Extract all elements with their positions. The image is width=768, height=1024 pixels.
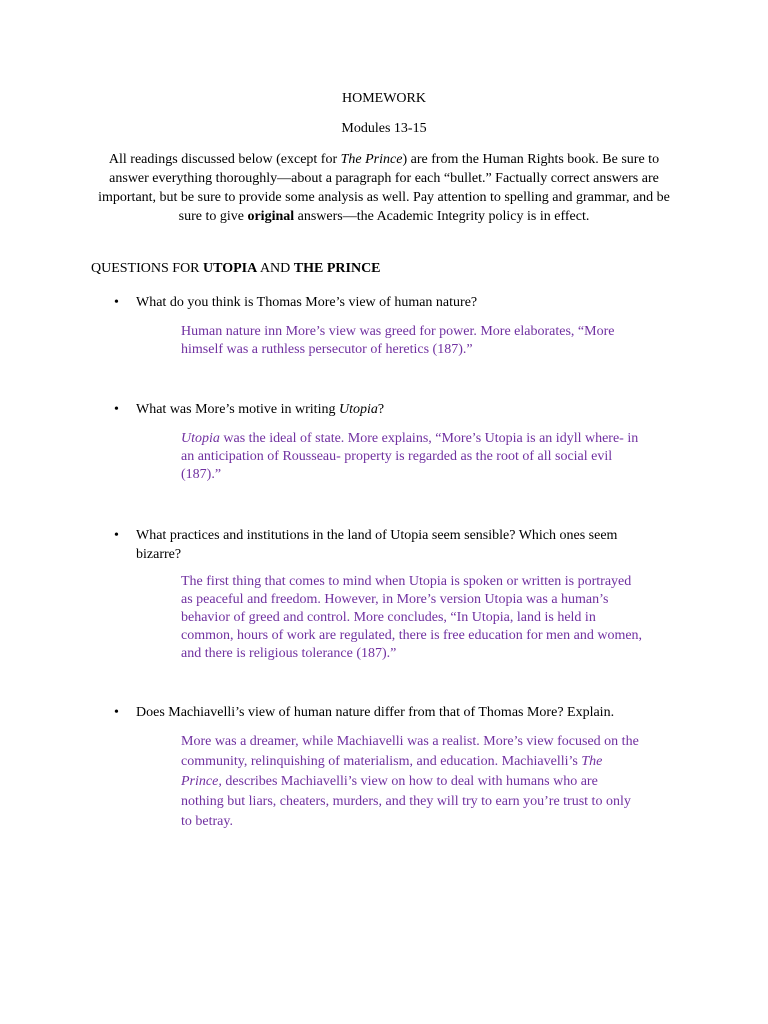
- answer-1-line-2: himself was a ruthless persecutor of heretics (187).”: [181, 342, 473, 357]
- answer-2-italic: Utopia: [181, 431, 220, 446]
- question-4: Does Machiavelli’s view of human nature differ from that of Thomas More? Explain.: [136, 705, 615, 720]
- bullet-icon: •: [114, 528, 119, 543]
- answer-4: [181, 732, 639, 832]
- answer-2-line-1: [181, 430, 638, 448]
- answer-4-italic-prince: Prince,: [181, 774, 222, 789]
- answer-4-line-4: nothing but liars, cheaters, murders, and they will try to earn you’re trust to only: [181, 794, 631, 809]
- section-heading-middle: AND: [257, 261, 294, 276]
- answer-2-line-3: (187).”: [181, 467, 222, 482]
- section-heading: [91, 261, 381, 277]
- answer-2: [181, 430, 638, 484]
- question-3-line-1: What practices and institutions in the land of Utopia seem sensible? Which ones seem: [136, 528, 618, 543]
- answer-3: [181, 573, 642, 663]
- answer-4-line-1: More was a dreamer, while Machiavelli was a realist. More’s view focused on the: [181, 734, 639, 749]
- bullet-icon: •: [114, 295, 119, 310]
- intro-italic-title: The Prince: [340, 152, 403, 167]
- question-1: What do you think is Thomas More’s view of human nature?: [136, 295, 478, 310]
- intro-text-2: ) are from the Human Rights book. Be sure to answer everything thoroughly—about a paragraph for each “bullet.” Factually correct answers are important, but be sure to provide some analysis as well. Pay attention to spelling and grammar, and be sure to give: [98, 152, 670, 224]
- section-heading-prince: THE PRINCE: [293, 261, 381, 276]
- page-subtitle: Modules 13-15: [341, 121, 427, 136]
- section-heading-prefix: QUESTIONS FOR: [91, 261, 204, 276]
- answer-3-line-2: as peaceful and freedom. However, in More’s version Utopia was a human’s: [181, 592, 609, 607]
- intro-text-3: answers—the Academic Integrity policy is in effect.: [294, 209, 590, 224]
- answer-4-line-3-rest: describes Machiavelli’s view on how to deal with humans who are: [221, 774, 598, 789]
- answer-1-line-1: Human nature inn More’s view was greed for power. More elaborates, “More: [181, 324, 615, 339]
- answer-2-line-1-rest: was the ideal of state. More explains, “More’s Utopia is an idyll where- in: [219, 431, 639, 446]
- answer-4-line-3: [181, 772, 639, 792]
- answer-3-line-3: behavior of greed and control. More concludes, “In Utopia, land is held in: [181, 610, 596, 625]
- intro-paragraph: [88, 150, 680, 226]
- intro-text-1: All readings discussed below (except for: [108, 152, 341, 167]
- answer-4-line-2-text: community, relinquishing of materialism, and education. Machiavelli’s: [181, 754, 582, 769]
- answer-2-line-2: an anticipation of Rousseau- property is regarded as the root of all social evil: [181, 449, 613, 464]
- question-2-text-2: ?: [377, 402, 385, 417]
- answer-4-line-2: [181, 752, 639, 772]
- question-2-italic: Utopia: [338, 402, 378, 417]
- answer-3-line-5: and there is religious tolerance (187).”: [181, 646, 397, 661]
- question-2: [136, 400, 696, 419]
- section-heading-utopia: UTOPIA: [203, 261, 258, 276]
- bullet-icon: •: [114, 402, 119, 417]
- question-3: [136, 526, 696, 564]
- bullet-icon: •: [114, 705, 119, 720]
- answer-3-line-4: common, hours of work are regulated, there is free education for men and women,: [181, 628, 643, 643]
- answer-1: [181, 323, 614, 359]
- question-3-line-2: bizarre?: [136, 547, 182, 562]
- answer-3-line-1: The first thing that comes to mind when Utopia is spoken or written is portrayed: [181, 574, 632, 589]
- page-title: HOMEWORK: [342, 91, 426, 106]
- intro-bold-word: original: [247, 209, 295, 224]
- answer-4-italic-the: The: [581, 754, 603, 769]
- question-2-text-1: What was More’s motive in writing: [136, 402, 339, 417]
- answer-4-line-5: to betray.: [181, 814, 233, 829]
